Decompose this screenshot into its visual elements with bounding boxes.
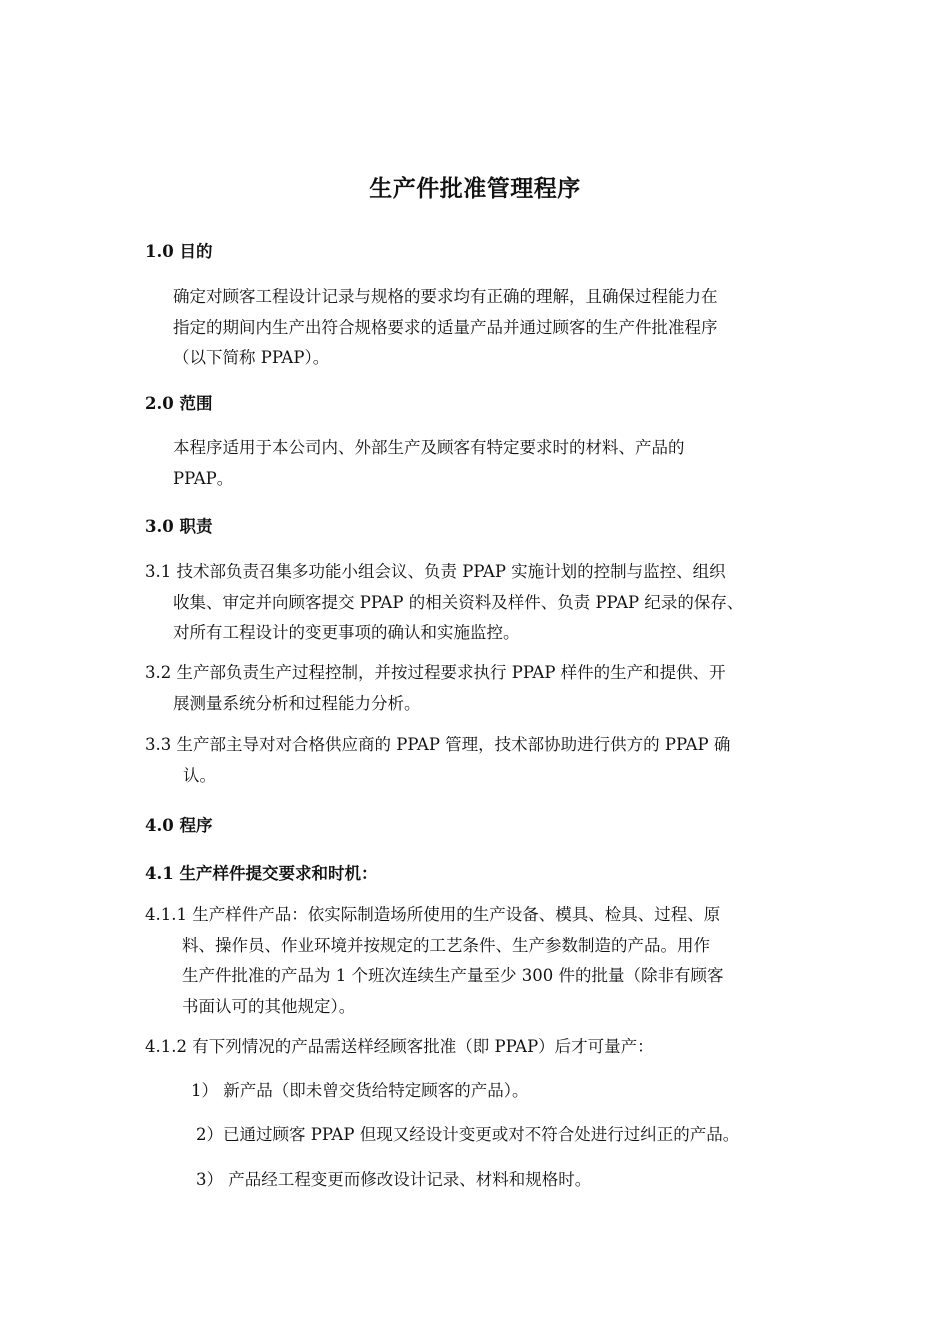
responsibility-item-3-1 [145, 557, 815, 649]
section-heading-scope: 2.0 范围 [145, 394, 213, 413]
procedure-item-4-1-1 [145, 900, 815, 1022]
paragraph-line: 3.2 生产部负责生产过程控制，并按过程要求执行 PPAP 样件的生产和提供、开 [145, 663, 726, 682]
paragraph-line: 指定的期间内生产出符合规格要求的适量产品并通过顾客的生产件批准程序 [173, 317, 718, 337]
paragraph-line: PPAP。 [173, 468, 234, 488]
paragraph-line: 认。 [183, 765, 216, 785]
paragraph-line: 书面认可的其他规定）。 [182, 996, 356, 1016]
list-item: 1） 新产品（即未曾交货给特定顾客的产品）。 [191, 1081, 529, 1100]
section-heading-procedure: 4.0 程序 [145, 816, 213, 835]
procedure-item-4-1-2: 4.1.2 有下列情况的产品需送样经顾客批准（即 PPAP）后才可量产： [145, 1037, 654, 1056]
paragraph-line: 料、操作员、作业环境并按规定的工艺条件、生产参数制造的产品。用作 [182, 935, 710, 955]
list-item: 2）已通过顾客 PPAP 但现又经设计变更或对不符合处进行过纠正的产品。 [196, 1125, 740, 1144]
paragraph-line: 3.1 技术部负责召集多功能小组会议、负责 PPAP 实施计划的控制与监控、组织 [145, 562, 726, 581]
paragraph-line: （以下简称 PPAP）。 [173, 348, 330, 367]
paragraph-line: 确定对顾客工程设计记录与规格的要求均有正确的理解，且确保过程能力在 [173, 287, 718, 306]
paragraph-line: 生产件批准的产品为 1 个班次连续生产量至少 300 件的批量（除非有顾客 [182, 966, 724, 985]
paragraph-line: 4.1.1 生产样件产品：依实际制造场所使用的生产设备、模具、检具、过程、原 [145, 905, 721, 924]
section-heading-purpose: 1.0 目的 [145, 242, 213, 261]
scope-paragraph [173, 433, 813, 494]
section-heading-responsibilities: 3.0 职责 [145, 517, 213, 536]
responsibility-item-3-3 [145, 730, 815, 791]
paragraph-line: 3.3 生产部主导对对合格供应商的 PPAP 管理，技术部协助进行供方的 PPAP 确 [145, 735, 731, 754]
paragraph-line: 展测量系统分析和过程能力分析。 [173, 693, 421, 713]
paragraph-line: 本程序适用于本公司内、外部生产及顾客有特定要求时的材料、产品的 [173, 438, 685, 457]
list-item: 3） 产品经工程变更而修改设计记录、材料和规格时。 [196, 1170, 592, 1189]
purpose-paragraph [173, 282, 813, 374]
document-title: 生产件批准管理程序 [369, 175, 581, 202]
paragraph-line: 对所有工程设计的变更事项的确认和实施监控。 [173, 623, 520, 642]
subsection-heading-4-1: 4.1 生产样件提交要求和时机： [145, 864, 378, 883]
responsibility-item-3-2 [145, 658, 815, 719]
paragraph-line: 收集、审定并向顾客提交 PPAP 的相关资料及样件、负责 PPAP 纪录的保存、 [173, 592, 744, 612]
